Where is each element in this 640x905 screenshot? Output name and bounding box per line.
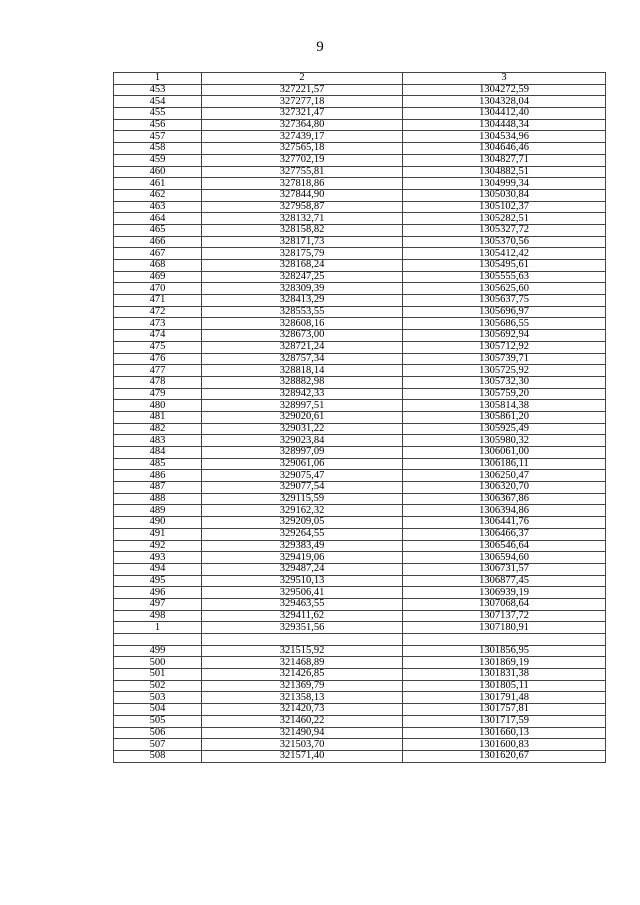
point-number-cell: 484	[114, 447, 202, 459]
point-number-cell: 481	[114, 411, 202, 423]
table-row	[114, 645, 606, 657]
header-cell-1: 1	[114, 73, 202, 85]
y-coordinate-cell: 1304827,71	[403, 154, 606, 166]
x-coordinate-cell: 329463,55	[202, 598, 403, 610]
y-coordinate-cell: 1306061,00	[403, 447, 606, 459]
x-coordinate-cell	[202, 634, 403, 646]
table-row	[114, 248, 606, 260]
table-row	[114, 704, 606, 716]
point-number-cell: 497	[114, 598, 202, 610]
x-coordinate-cell: 321468,89	[202, 657, 403, 669]
point-number-cell: 459	[114, 154, 202, 166]
x-coordinate-cell: 329510,13	[202, 575, 403, 587]
table-row	[114, 400, 606, 412]
x-coordinate-cell: 321490,94	[202, 727, 403, 739]
table-row	[114, 224, 606, 236]
table-row	[114, 388, 606, 400]
x-coordinate-cell: 329264,55	[202, 528, 403, 540]
point-number-cell: 1	[114, 622, 202, 634]
point-number-cell: 478	[114, 376, 202, 388]
page-number: 9	[316, 39, 324, 55]
table-row	[114, 482, 606, 494]
point-number-cell: 487	[114, 482, 202, 494]
point-number-cell: 480	[114, 400, 202, 412]
table-row	[114, 657, 606, 669]
y-coordinate-cell: 1306441,76	[403, 517, 606, 529]
point-number-cell: 475	[114, 341, 202, 353]
x-coordinate-cell: 328818,14	[202, 365, 403, 377]
x-coordinate-cell: 321503,70	[202, 739, 403, 751]
point-number-cell: 460	[114, 166, 202, 178]
table-row	[114, 634, 606, 646]
table-row	[114, 435, 606, 447]
x-coordinate-cell: 329487,24	[202, 563, 403, 575]
y-coordinate-cell: 1305814,38	[403, 400, 606, 412]
table-row	[114, 669, 606, 681]
y-coordinate-cell: 1301856,95	[403, 645, 606, 657]
point-number-cell: 461	[114, 178, 202, 190]
y-coordinate-cell: 1304412,40	[403, 108, 606, 120]
y-coordinate-cell: 1306186,11	[403, 458, 606, 470]
point-number-cell: 455	[114, 108, 202, 120]
x-coordinate-cell: 327565,18	[202, 143, 403, 155]
y-coordinate-cell: 1306466,37	[403, 528, 606, 540]
point-number-cell: 456	[114, 119, 202, 131]
header-cell-3: 3	[403, 73, 606, 85]
x-coordinate-cell: 327818,86	[202, 178, 403, 190]
point-number-cell: 508	[114, 750, 202, 762]
point-number-cell: 489	[114, 505, 202, 517]
table-row	[114, 680, 606, 692]
table-row	[114, 470, 606, 482]
table-row	[114, 552, 606, 564]
point-number-cell: 467	[114, 248, 202, 260]
y-coordinate-cell: 1304448,34	[403, 119, 606, 131]
point-number-cell: 458	[114, 143, 202, 155]
table-row	[114, 575, 606, 587]
table-row	[114, 365, 606, 377]
x-coordinate-cell: 327364,80	[202, 119, 403, 131]
table-row	[114, 739, 606, 751]
y-coordinate-cell: 1307137,72	[403, 610, 606, 622]
point-number-cell: 490	[114, 517, 202, 529]
y-coordinate-cell: 1304999,34	[403, 178, 606, 190]
y-coordinate-cell: 1306367,86	[403, 493, 606, 505]
y-coordinate-cell: 1304272,59	[403, 84, 606, 96]
y-coordinate-cell: 1307180,91	[403, 622, 606, 634]
y-coordinate-cell: 1306939,19	[403, 587, 606, 599]
y-coordinate-cell: 1301717,59	[403, 715, 606, 727]
y-coordinate-cell: 1304534,96	[403, 131, 606, 143]
table-row	[114, 131, 606, 143]
x-coordinate-cell: 329411,62	[202, 610, 403, 622]
table-row	[114, 692, 606, 704]
x-coordinate-cell: 327277,18	[202, 96, 403, 108]
y-coordinate-cell: 1301600,83	[403, 739, 606, 751]
y-coordinate-cell: 1306250,47	[403, 470, 606, 482]
y-coordinate-cell: 1301791,48	[403, 692, 606, 704]
x-coordinate-cell: 328757,34	[202, 353, 403, 365]
y-coordinate-cell: 1304328,04	[403, 96, 606, 108]
point-number-cell: 486	[114, 470, 202, 482]
table-row	[114, 540, 606, 552]
y-coordinate-cell: 1305370,56	[403, 236, 606, 248]
table-row	[114, 178, 606, 190]
x-coordinate-cell: 321426,85	[202, 669, 403, 681]
table-row	[114, 236, 606, 248]
x-coordinate-cell: 321358,13	[202, 692, 403, 704]
x-coordinate-cell: 329351,56	[202, 622, 403, 634]
point-number-cell: 468	[114, 260, 202, 272]
y-coordinate-cell: 1301831,38	[403, 669, 606, 681]
table-row	[114, 306, 606, 318]
point-number-cell: 472	[114, 306, 202, 318]
point-number-cell: 492	[114, 540, 202, 552]
x-coordinate-cell: 321420,73	[202, 704, 403, 716]
x-coordinate-cell: 328608,16	[202, 318, 403, 330]
point-number-cell: 462	[114, 189, 202, 201]
y-coordinate-cell: 1305739,71	[403, 353, 606, 365]
table-row	[114, 563, 606, 575]
point-number-cell: 505	[114, 715, 202, 727]
y-coordinate-cell: 1305555,63	[403, 271, 606, 283]
x-coordinate-cell: 329031,22	[202, 423, 403, 435]
x-coordinate-cell: 321460,22	[202, 715, 403, 727]
x-coordinate-cell: 329209,05	[202, 517, 403, 529]
table-row	[114, 318, 606, 330]
table-row	[114, 143, 606, 155]
point-number-cell: 500	[114, 657, 202, 669]
x-coordinate-cell: 321571,40	[202, 750, 403, 762]
point-number-cell: 499	[114, 645, 202, 657]
table-row	[114, 154, 606, 166]
y-coordinate-cell: 1305282,51	[403, 213, 606, 225]
y-coordinate-cell	[403, 634, 606, 646]
y-coordinate-cell: 1301660,13	[403, 727, 606, 739]
x-coordinate-cell: 328168,24	[202, 260, 403, 272]
table-row	[114, 493, 606, 505]
point-number-cell: 482	[114, 423, 202, 435]
point-number-cell: 466	[114, 236, 202, 248]
point-number-cell: 491	[114, 528, 202, 540]
table-row	[114, 260, 606, 272]
coordinates-table	[113, 72, 606, 763]
x-coordinate-cell: 328721,24	[202, 341, 403, 353]
x-coordinate-cell: 328175,79	[202, 248, 403, 260]
table-row	[114, 411, 606, 423]
point-number-cell: 504	[114, 704, 202, 716]
table-row	[114, 458, 606, 470]
point-number-cell: 474	[114, 330, 202, 342]
table-row	[114, 727, 606, 739]
y-coordinate-cell: 1307068,64	[403, 598, 606, 610]
y-coordinate-cell: 1306394,86	[403, 505, 606, 517]
point-number-cell: 457	[114, 131, 202, 143]
y-coordinate-cell: 1306877,45	[403, 575, 606, 587]
x-coordinate-cell: 329506,41	[202, 587, 403, 599]
x-coordinate-cell: 329383,49	[202, 540, 403, 552]
table-row	[114, 213, 606, 225]
table-row	[114, 271, 606, 283]
y-coordinate-cell: 1301757,81	[403, 704, 606, 716]
y-coordinate-cell: 1306731,57	[403, 563, 606, 575]
point-number-cell: 473	[114, 318, 202, 330]
point-number-cell: 495	[114, 575, 202, 587]
y-coordinate-cell: 1301805,11	[403, 680, 606, 692]
point-number-cell: 493	[114, 552, 202, 564]
y-coordinate-cell: 1305625,60	[403, 283, 606, 295]
y-coordinate-cell: 1305980,32	[403, 435, 606, 447]
table-row	[114, 587, 606, 599]
point-number-cell: 454	[114, 96, 202, 108]
x-coordinate-cell: 329115,59	[202, 493, 403, 505]
y-coordinate-cell: 1306546,64	[403, 540, 606, 552]
table-row	[114, 295, 606, 307]
x-coordinate-cell: 328413,29	[202, 295, 403, 307]
table-row	[114, 353, 606, 365]
x-coordinate-cell: 328997,09	[202, 447, 403, 459]
x-coordinate-cell: 327321,47	[202, 108, 403, 120]
y-coordinate-cell: 1305637,75	[403, 295, 606, 307]
x-coordinate-cell: 328171,73	[202, 236, 403, 248]
x-coordinate-cell: 327958,87	[202, 201, 403, 213]
x-coordinate-cell: 329075,47	[202, 470, 403, 482]
table-row	[114, 423, 606, 435]
point-number-cell: 469	[114, 271, 202, 283]
x-coordinate-cell: 328882,98	[202, 376, 403, 388]
table-row	[114, 517, 606, 529]
table-row	[114, 108, 606, 120]
y-coordinate-cell: 1305861,20	[403, 411, 606, 423]
table-row	[114, 119, 606, 131]
y-coordinate-cell: 1305030,84	[403, 189, 606, 201]
x-coordinate-cell: 329419,06	[202, 552, 403, 564]
x-coordinate-cell: 327755,81	[202, 166, 403, 178]
point-number-cell: 453	[114, 84, 202, 96]
x-coordinate-cell: 329023,84	[202, 435, 403, 447]
y-coordinate-cell: 1305725,92	[403, 365, 606, 377]
point-number-cell: 483	[114, 435, 202, 447]
point-number-cell: 485	[114, 458, 202, 470]
x-coordinate-cell: 328309,39	[202, 283, 403, 295]
point-number-cell: 463	[114, 201, 202, 213]
x-coordinate-cell: 328997,51	[202, 400, 403, 412]
x-coordinate-cell: 321369,79	[202, 680, 403, 692]
y-coordinate-cell: 1305712,92	[403, 341, 606, 353]
y-coordinate-cell: 1305495,61	[403, 260, 606, 272]
x-coordinate-cell: 328942,33	[202, 388, 403, 400]
point-number-cell: 498	[114, 610, 202, 622]
y-coordinate-cell: 1305686,55	[403, 318, 606, 330]
x-coordinate-cell: 328158,82	[202, 224, 403, 236]
point-number-cell: 470	[114, 283, 202, 295]
point-number-cell: 476	[114, 353, 202, 365]
table-row	[114, 528, 606, 540]
table-row	[114, 598, 606, 610]
point-number-cell: 464	[114, 213, 202, 225]
y-coordinate-cell: 1305327,72	[403, 224, 606, 236]
y-coordinate-cell: 1305925,49	[403, 423, 606, 435]
y-coordinate-cell: 1304882,51	[403, 166, 606, 178]
point-number-cell: 488	[114, 493, 202, 505]
table-row	[114, 447, 606, 459]
point-number-cell: 507	[114, 739, 202, 751]
point-number-cell: 477	[114, 365, 202, 377]
table-header-row	[114, 73, 606, 85]
point-number-cell: 494	[114, 563, 202, 575]
x-coordinate-cell: 327439,17	[202, 131, 403, 143]
y-coordinate-cell: 1305692,94	[403, 330, 606, 342]
x-coordinate-cell: 328247,25	[202, 271, 403, 283]
y-coordinate-cell: 1305732,30	[403, 376, 606, 388]
y-coordinate-cell: 1305412,42	[403, 248, 606, 260]
x-coordinate-cell: 327702,19	[202, 154, 403, 166]
y-coordinate-cell: 1304646,46	[403, 143, 606, 155]
y-coordinate-cell: 1301620,67	[403, 750, 606, 762]
x-coordinate-cell: 328132,71	[202, 213, 403, 225]
x-coordinate-cell: 321515,92	[202, 645, 403, 657]
x-coordinate-cell: 329162,32	[202, 505, 403, 517]
x-coordinate-cell: 327221,57	[202, 84, 403, 96]
table-row	[114, 84, 606, 96]
table-row	[114, 166, 606, 178]
point-number-cell: 496	[114, 587, 202, 599]
table-row	[114, 750, 606, 762]
table-row	[114, 283, 606, 295]
table-row	[114, 189, 606, 201]
table-row	[114, 505, 606, 517]
table-row	[114, 341, 606, 353]
x-coordinate-cell: 329077,54	[202, 482, 403, 494]
point-number-cell: 471	[114, 295, 202, 307]
point-number-cell	[114, 634, 202, 646]
x-coordinate-cell: 328673,00	[202, 330, 403, 342]
point-number-cell: 502	[114, 680, 202, 692]
header-cell-2: 2	[202, 73, 403, 85]
x-coordinate-cell: 329061,06	[202, 458, 403, 470]
table-row	[114, 330, 606, 342]
point-number-cell: 479	[114, 388, 202, 400]
y-coordinate-cell: 1306594,60	[403, 552, 606, 564]
y-coordinate-cell: 1305102,37	[403, 201, 606, 213]
point-number-cell: 503	[114, 692, 202, 704]
table-row	[114, 376, 606, 388]
point-number-cell: 506	[114, 727, 202, 739]
x-coordinate-cell: 328553,55	[202, 306, 403, 318]
table-row	[114, 610, 606, 622]
point-number-cell: 501	[114, 669, 202, 681]
point-number-cell: 465	[114, 224, 202, 236]
y-coordinate-cell: 1301869,19	[403, 657, 606, 669]
x-coordinate-cell: 329020,61	[202, 411, 403, 423]
x-coordinate-cell: 327844,90	[202, 189, 403, 201]
y-coordinate-cell: 1305759,20	[403, 388, 606, 400]
table-row	[114, 622, 606, 634]
y-coordinate-cell: 1306320,70	[403, 482, 606, 494]
table-row	[114, 201, 606, 213]
table-row	[114, 96, 606, 108]
coordinates-table-body	[114, 73, 606, 763]
table-row	[114, 715, 606, 727]
y-coordinate-cell: 1305696,97	[403, 306, 606, 318]
